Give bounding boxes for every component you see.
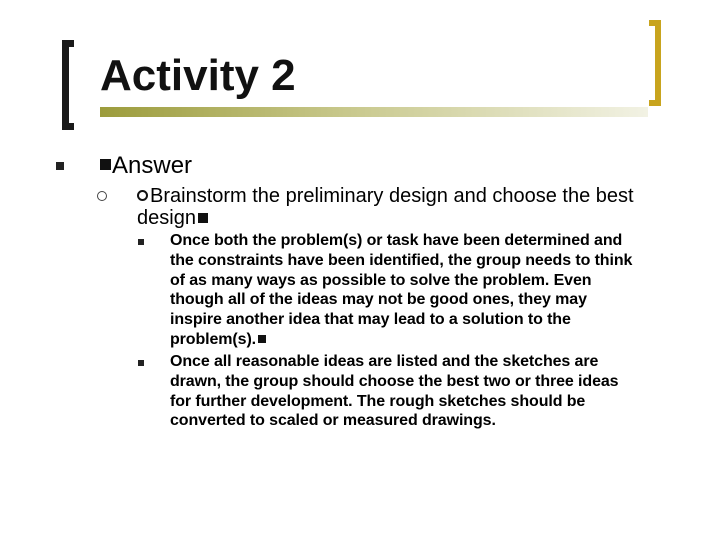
circle-glyph-icon	[137, 190, 148, 201]
right-bracket-decoration	[649, 20, 661, 106]
square-glyph-icon	[258, 335, 266, 343]
title-underline-rule	[100, 107, 648, 117]
level1-text: Answer	[112, 152, 193, 179]
square-bullet-icon	[138, 360, 144, 366]
square-bullet-icon	[56, 162, 64, 170]
level3-text: Once all reasonable ideas are listed and the sketches are drawn, the group should choose the best two or three ideas for further development. The rough sketches should be converted to scaled or measured drawings.	[170, 353, 619, 430]
level3-text: Once both the problem(s) or task have been determined and the constraints have been identified, the group needs to think of as many ways as possible to solve the problem. Even though all of the ideas may not be good ones, they may inspire another idea that may lead to a solution to the problem(s).	[170, 232, 633, 348]
circle-bullet-icon	[97, 191, 107, 201]
square-glyph-icon	[198, 213, 208, 223]
slide-title: Activity 2	[100, 51, 296, 100]
square-bullet-icon	[138, 239, 144, 245]
level2-text: Brainstorm the preliminary design and choose the best design	[137, 185, 634, 229]
square-glyph-icon	[100, 159, 111, 170]
left-bracket-decoration	[62, 40, 74, 130]
